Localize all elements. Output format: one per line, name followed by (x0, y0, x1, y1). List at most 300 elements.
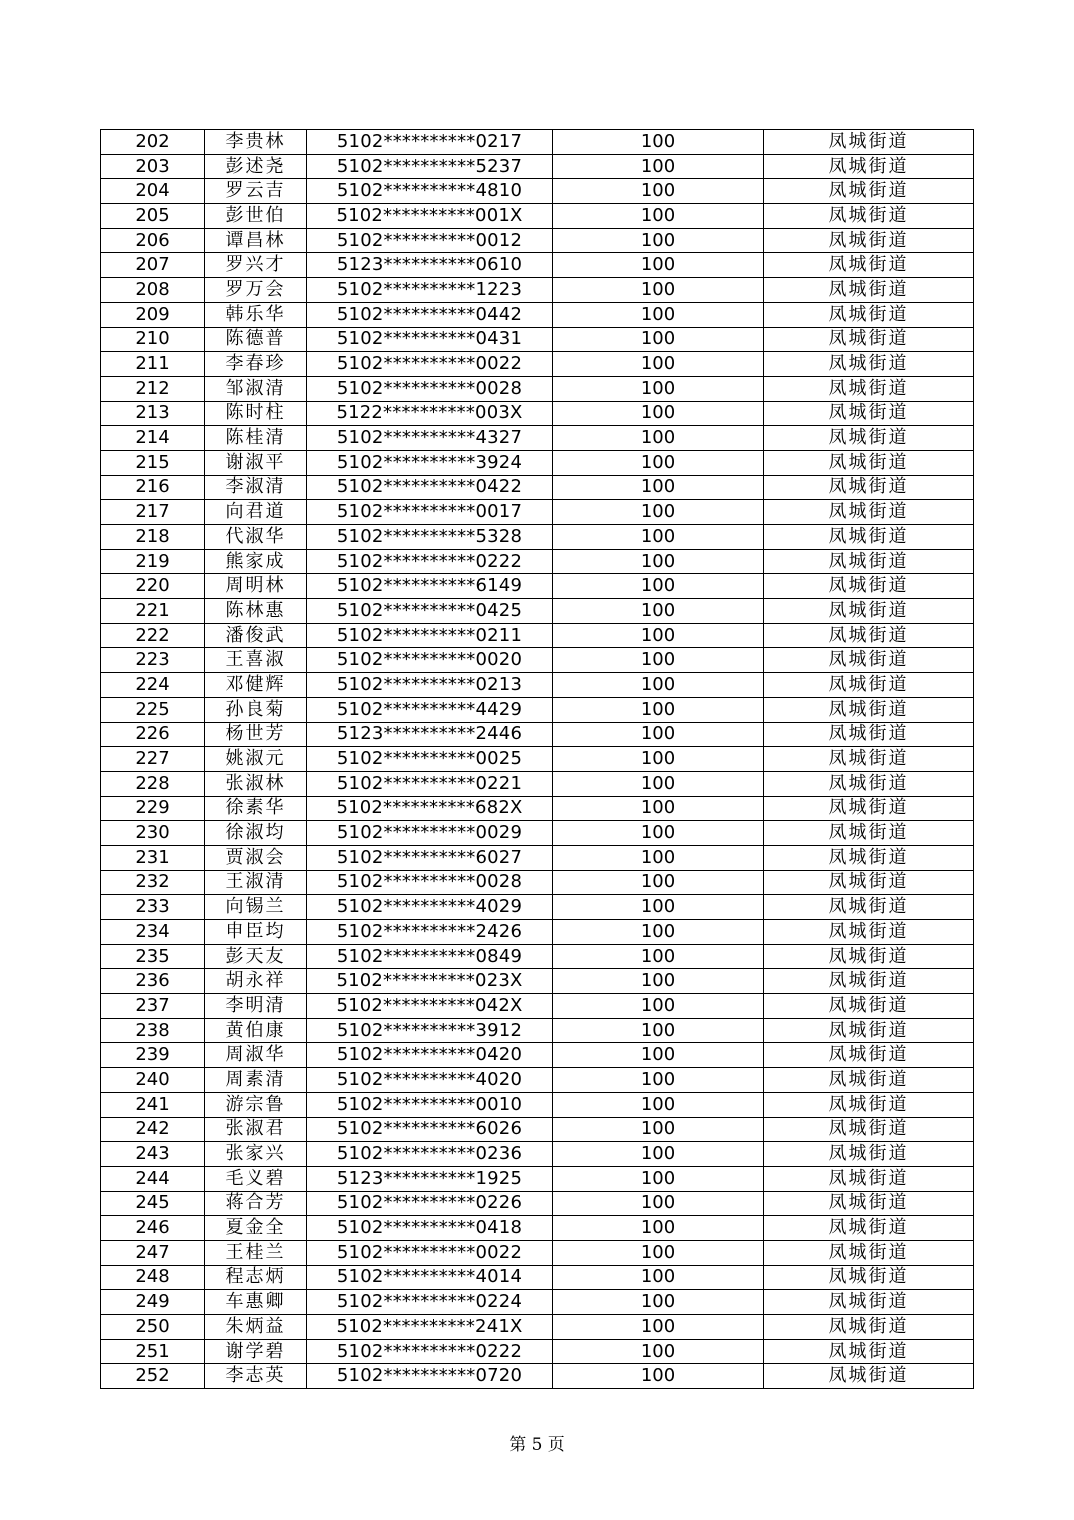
area-cell: 凤城街道 (764, 697, 974, 722)
table-row (101, 1142, 974, 1167)
row-number-cell: 232 (101, 870, 205, 895)
table-row (101, 327, 974, 352)
name-cell: 胡永祥 (205, 969, 307, 994)
amount-cell: 100 (553, 154, 764, 179)
id-number-cell: 5102**********4029 (307, 895, 553, 920)
row-number-cell: 245 (101, 1191, 205, 1216)
table-row (101, 920, 974, 945)
row-number-cell: 230 (101, 821, 205, 846)
amount-cell: 100 (553, 796, 764, 821)
id-number-cell: 5102**********042X (307, 994, 553, 1019)
table-row (101, 302, 974, 327)
amount-cell: 100 (553, 870, 764, 895)
name-cell: 蒋合芳 (205, 1191, 307, 1216)
row-number-cell: 203 (101, 154, 205, 179)
area-cell: 凤城街道 (764, 1092, 974, 1117)
id-number-cell: 5102**********0849 (307, 944, 553, 969)
area-cell: 凤城街道 (764, 376, 974, 401)
id-number-cell: 5102**********3924 (307, 450, 553, 475)
row-number-cell: 246 (101, 1216, 205, 1241)
amount-cell: 100 (553, 130, 764, 155)
table-row (101, 969, 974, 994)
amount-cell: 100 (553, 525, 764, 550)
id-number-cell: 5102**********1223 (307, 278, 553, 303)
area-cell: 凤城街道 (764, 130, 974, 155)
id-number-cell: 5102**********0029 (307, 821, 553, 846)
row-number-cell: 247 (101, 1240, 205, 1265)
area-cell: 凤城街道 (764, 994, 974, 1019)
row-number-cell: 237 (101, 994, 205, 1019)
area-cell: 凤城街道 (764, 1018, 974, 1043)
name-cell: 潘俊武 (205, 623, 307, 648)
amount-cell: 100 (553, 845, 764, 870)
amount-cell: 100 (553, 574, 764, 599)
name-cell: 代淑华 (205, 525, 307, 550)
id-number-cell: 5102**********4020 (307, 1068, 553, 1093)
table-row (101, 1117, 974, 1142)
row-number-cell: 223 (101, 648, 205, 673)
id-number-cell: 5102**********4429 (307, 697, 553, 722)
amount-cell: 100 (553, 253, 764, 278)
row-number-cell: 210 (101, 327, 205, 352)
name-cell: 杨世芳 (205, 722, 307, 747)
amount-cell: 100 (553, 376, 764, 401)
amount-cell: 100 (553, 969, 764, 994)
row-number-cell: 229 (101, 796, 205, 821)
amount-cell: 100 (553, 278, 764, 303)
table-row (101, 1216, 974, 1241)
name-cell: 张淑君 (205, 1117, 307, 1142)
area-cell: 凤城街道 (764, 969, 974, 994)
name-cell: 车惠卿 (205, 1290, 307, 1315)
id-number-cell: 5102**********0720 (307, 1364, 553, 1389)
table-row (101, 697, 974, 722)
table-row (101, 673, 974, 698)
row-number-cell: 243 (101, 1142, 205, 1167)
name-cell: 姚淑元 (205, 747, 307, 772)
id-number-cell: 5102**********023X (307, 969, 553, 994)
area-cell: 凤城街道 (764, 673, 974, 698)
area-cell: 凤城街道 (764, 1068, 974, 1093)
amount-cell: 100 (553, 771, 764, 796)
row-number-cell: 227 (101, 747, 205, 772)
amount-cell: 100 (553, 475, 764, 500)
amount-cell: 100 (553, 747, 764, 772)
id-number-cell: 5102**********0431 (307, 327, 553, 352)
name-cell: 向君道 (205, 500, 307, 525)
amount-cell: 100 (553, 1240, 764, 1265)
name-cell: 李明清 (205, 994, 307, 1019)
id-number-cell: 5123**********2446 (307, 722, 553, 747)
id-number-cell: 5102**********0236 (307, 1142, 553, 1167)
table-row (101, 1315, 974, 1340)
amount-cell: 100 (553, 648, 764, 673)
row-number-cell: 212 (101, 376, 205, 401)
id-number-cell: 5102**********0418 (307, 1216, 553, 1241)
name-cell: 李贵林 (205, 130, 307, 155)
roster-sheet (100, 129, 973, 1389)
table-row (101, 648, 974, 673)
row-number-cell: 231 (101, 845, 205, 870)
id-number-cell: 5102**********0224 (307, 1290, 553, 1315)
name-cell: 程志炳 (205, 1265, 307, 1290)
table-row (101, 1265, 974, 1290)
area-cell: 凤城街道 (764, 722, 974, 747)
name-cell: 谢淑平 (205, 450, 307, 475)
table-row (101, 253, 974, 278)
row-number-cell: 205 (101, 204, 205, 229)
row-number-cell: 213 (101, 401, 205, 426)
name-cell: 陈时柱 (205, 401, 307, 426)
amount-cell: 100 (553, 1117, 764, 1142)
table-row (101, 475, 974, 500)
name-cell: 贾淑会 (205, 845, 307, 870)
row-number-cell: 218 (101, 525, 205, 550)
name-cell: 周明林 (205, 574, 307, 599)
amount-cell: 100 (553, 599, 764, 624)
id-number-cell: 5102**********0222 (307, 1339, 553, 1364)
id-number-cell: 5123**********1925 (307, 1166, 553, 1191)
table-row (101, 870, 974, 895)
name-cell: 彭世伯 (205, 204, 307, 229)
id-number-cell: 5102**********6149 (307, 574, 553, 599)
id-number-cell: 5102**********4327 (307, 426, 553, 451)
area-cell: 凤城街道 (764, 821, 974, 846)
name-cell: 申臣均 (205, 920, 307, 945)
id-number-cell: 5102**********0213 (307, 673, 553, 698)
name-cell: 陈德普 (205, 327, 307, 352)
name-cell: 罗万会 (205, 278, 307, 303)
row-number-cell: 206 (101, 228, 205, 253)
id-number-cell: 5102**********0028 (307, 870, 553, 895)
id-number-cell: 5102**********5237 (307, 154, 553, 179)
name-cell: 陈桂清 (205, 426, 307, 451)
area-cell: 凤城街道 (764, 1364, 974, 1389)
table-row (101, 130, 974, 155)
amount-cell: 100 (553, 1166, 764, 1191)
name-cell: 王桂兰 (205, 1240, 307, 1265)
id-number-cell: 5102**********0221 (307, 771, 553, 796)
amount-cell: 100 (553, 944, 764, 969)
table-row (101, 1043, 974, 1068)
amount-cell: 100 (553, 1290, 764, 1315)
amount-cell: 100 (553, 895, 764, 920)
amount-cell: 100 (553, 1191, 764, 1216)
table-row (101, 1018, 974, 1043)
table-row (101, 401, 974, 426)
row-number-cell: 211 (101, 352, 205, 377)
amount-cell: 100 (553, 450, 764, 475)
area-cell: 凤城街道 (764, 426, 974, 451)
table-row (101, 228, 974, 253)
row-number-cell: 249 (101, 1290, 205, 1315)
table-row (101, 426, 974, 451)
name-cell: 邓健辉 (205, 673, 307, 698)
row-number-cell: 233 (101, 895, 205, 920)
table-row (101, 1290, 974, 1315)
area-cell: 凤城街道 (764, 895, 974, 920)
id-number-cell: 5102**********0028 (307, 376, 553, 401)
id-number-cell: 5102**********0420 (307, 1043, 553, 1068)
amount-cell: 100 (553, 204, 764, 229)
id-number-cell: 5102**********0025 (307, 747, 553, 772)
row-number-cell: 209 (101, 302, 205, 327)
table-row (101, 1339, 974, 1364)
area-cell: 凤城街道 (764, 500, 974, 525)
id-number-cell: 5102**********4810 (307, 179, 553, 204)
area-cell: 凤城街道 (764, 525, 974, 550)
table-row (101, 1240, 974, 1265)
area-cell: 凤城街道 (764, 154, 974, 179)
table-row (101, 525, 974, 550)
name-cell: 王淑清 (205, 870, 307, 895)
amount-cell: 100 (553, 179, 764, 204)
area-cell: 凤城街道 (764, 204, 974, 229)
row-number-cell: 215 (101, 450, 205, 475)
area-cell: 凤城街道 (764, 574, 974, 599)
table-row (101, 747, 974, 772)
row-number-cell: 226 (101, 722, 205, 747)
amount-cell: 100 (553, 1092, 764, 1117)
row-number-cell: 235 (101, 944, 205, 969)
area-cell: 凤城街道 (764, 352, 974, 377)
id-number-cell: 5102**********6026 (307, 1117, 553, 1142)
name-cell: 夏金全 (205, 1216, 307, 1241)
row-number-cell: 239 (101, 1043, 205, 1068)
id-number-cell: 5102**********4014 (307, 1265, 553, 1290)
id-number-cell: 5102**********0010 (307, 1092, 553, 1117)
id-number-cell: 5102**********0222 (307, 549, 553, 574)
row-number-cell: 214 (101, 426, 205, 451)
area-cell: 凤城街道 (764, 1043, 974, 1068)
table-row (101, 1364, 974, 1389)
name-cell: 游宗鲁 (205, 1092, 307, 1117)
name-cell: 罗云吉 (205, 179, 307, 204)
area-cell: 凤城街道 (764, 1265, 974, 1290)
table-row (101, 944, 974, 969)
table-row (101, 1068, 974, 1093)
name-cell: 张家兴 (205, 1142, 307, 1167)
area-cell: 凤城街道 (764, 747, 974, 772)
table-row (101, 845, 974, 870)
row-number-cell: 225 (101, 697, 205, 722)
id-number-cell: 5102**********0017 (307, 500, 553, 525)
area-cell: 凤城街道 (764, 1191, 974, 1216)
id-number-cell: 5102**********0226 (307, 1191, 553, 1216)
table-row (101, 352, 974, 377)
row-number-cell: 220 (101, 574, 205, 599)
name-cell: 李淑清 (205, 475, 307, 500)
row-number-cell: 217 (101, 500, 205, 525)
amount-cell: 100 (553, 1315, 764, 1340)
table-row (101, 1092, 974, 1117)
table-row (101, 599, 974, 624)
name-cell: 徐淑均 (205, 821, 307, 846)
row-number-cell: 208 (101, 278, 205, 303)
area-cell: 凤城街道 (764, 228, 974, 253)
id-number-cell: 5102**********0012 (307, 228, 553, 253)
amount-cell: 100 (553, 1018, 764, 1043)
area-cell: 凤城街道 (764, 1290, 974, 1315)
id-number-cell: 5102**********6027 (307, 845, 553, 870)
row-number-cell: 228 (101, 771, 205, 796)
table-row (101, 771, 974, 796)
amount-cell: 100 (553, 1216, 764, 1241)
table-row (101, 204, 974, 229)
id-number-cell: 5102**********0217 (307, 130, 553, 155)
table-row (101, 994, 974, 1019)
row-number-cell: 221 (101, 599, 205, 624)
table-row (101, 450, 974, 475)
area-cell: 凤城街道 (764, 648, 974, 673)
amount-cell: 100 (553, 697, 764, 722)
name-cell: 谢学碧 (205, 1339, 307, 1364)
name-cell: 罗兴才 (205, 253, 307, 278)
area-cell: 凤城街道 (764, 623, 974, 648)
row-number-cell: 251 (101, 1339, 205, 1364)
table-row (101, 1166, 974, 1191)
row-number-cell: 219 (101, 549, 205, 574)
table-row (101, 722, 974, 747)
name-cell: 李志英 (205, 1364, 307, 1389)
area-cell: 凤城街道 (764, 327, 974, 352)
name-cell: 孙良菊 (205, 697, 307, 722)
roster-table (100, 129, 974, 1389)
row-number-cell: 238 (101, 1018, 205, 1043)
amount-cell: 100 (553, 500, 764, 525)
amount-cell: 100 (553, 1364, 764, 1389)
name-cell: 熊家成 (205, 549, 307, 574)
id-number-cell: 5102**********3912 (307, 1018, 553, 1043)
row-number-cell: 207 (101, 253, 205, 278)
table-row (101, 821, 974, 846)
area-cell: 凤城街道 (764, 401, 974, 426)
name-cell: 韩乐华 (205, 302, 307, 327)
id-number-cell: 5102**********241X (307, 1315, 553, 1340)
id-number-cell: 5102**********2426 (307, 920, 553, 945)
name-cell: 黄伯康 (205, 1018, 307, 1043)
amount-cell: 100 (553, 327, 764, 352)
row-number-cell: 240 (101, 1068, 205, 1093)
area-cell: 凤城街道 (764, 920, 974, 945)
amount-cell: 100 (553, 920, 764, 945)
id-number-cell: 5102**********0211 (307, 623, 553, 648)
amount-cell: 100 (553, 228, 764, 253)
table-row (101, 623, 974, 648)
id-number-cell: 5122**********003X (307, 401, 553, 426)
amount-cell: 100 (553, 1043, 764, 1068)
name-cell: 彭述尧 (205, 154, 307, 179)
amount-cell: 100 (553, 549, 764, 574)
amount-cell: 100 (553, 401, 764, 426)
name-cell: 陈林惠 (205, 599, 307, 624)
name-cell: 周淑华 (205, 1043, 307, 1068)
area-cell: 凤城街道 (764, 796, 974, 821)
name-cell: 徐素华 (205, 796, 307, 821)
name-cell: 张淑林 (205, 771, 307, 796)
area-cell: 凤城街道 (764, 253, 974, 278)
id-number-cell: 5102**********0425 (307, 599, 553, 624)
name-cell: 毛义碧 (205, 1166, 307, 1191)
amount-cell: 100 (553, 352, 764, 377)
id-number-cell: 5102**********001X (307, 204, 553, 229)
table-row (101, 796, 974, 821)
name-cell: 李春珍 (205, 352, 307, 377)
amount-cell: 100 (553, 1068, 764, 1093)
area-cell: 凤城街道 (764, 870, 974, 895)
table-row (101, 154, 974, 179)
roster-table-body (101, 130, 974, 1389)
area-cell: 凤城街道 (764, 1117, 974, 1142)
area-cell: 凤城街道 (764, 1166, 974, 1191)
id-number-cell: 5102**********0422 (307, 475, 553, 500)
amount-cell: 100 (553, 1142, 764, 1167)
table-row (101, 1191, 974, 1216)
row-number-cell: 241 (101, 1092, 205, 1117)
table-row (101, 278, 974, 303)
table-row (101, 895, 974, 920)
area-cell: 凤城街道 (764, 179, 974, 204)
table-row (101, 179, 974, 204)
page-number: 第 5 页 (509, 1435, 565, 1455)
area-cell: 凤城街道 (764, 599, 974, 624)
area-cell: 凤城街道 (764, 549, 974, 574)
area-cell: 凤城街道 (764, 1339, 974, 1364)
area-cell: 凤城街道 (764, 845, 974, 870)
area-cell: 凤城街道 (764, 278, 974, 303)
row-number-cell: 252 (101, 1364, 205, 1389)
name-cell: 向锡兰 (205, 895, 307, 920)
row-number-cell: 202 (101, 130, 205, 155)
name-cell: 彭天友 (205, 944, 307, 969)
amount-cell: 100 (553, 821, 764, 846)
row-number-cell: 250 (101, 1315, 205, 1340)
area-cell: 凤城街道 (764, 1240, 974, 1265)
row-number-cell: 248 (101, 1265, 205, 1290)
id-number-cell: 5123**********0610 (307, 253, 553, 278)
amount-cell: 100 (553, 302, 764, 327)
area-cell: 凤城街道 (764, 1315, 974, 1340)
name-cell: 朱炳益 (205, 1315, 307, 1340)
area-cell: 凤城街道 (764, 771, 974, 796)
table-row (101, 549, 974, 574)
row-number-cell: 244 (101, 1166, 205, 1191)
id-number-cell: 5102**********5328 (307, 525, 553, 550)
amount-cell: 100 (553, 623, 764, 648)
area-cell: 凤城街道 (764, 1142, 974, 1167)
table-row (101, 376, 974, 401)
amount-cell: 100 (553, 673, 764, 698)
id-number-cell: 5102**********0022 (307, 1240, 553, 1265)
name-cell: 谭昌林 (205, 228, 307, 253)
area-cell: 凤城街道 (764, 450, 974, 475)
table-row (101, 574, 974, 599)
row-number-cell: 234 (101, 920, 205, 945)
amount-cell: 100 (553, 1265, 764, 1290)
area-cell: 凤城街道 (764, 302, 974, 327)
name-cell: 周素清 (205, 1068, 307, 1093)
id-number-cell: 5102**********0442 (307, 302, 553, 327)
row-number-cell: 242 (101, 1117, 205, 1142)
row-number-cell: 224 (101, 673, 205, 698)
table-row (101, 500, 974, 525)
id-number-cell: 5102**********0020 (307, 648, 553, 673)
row-number-cell: 222 (101, 623, 205, 648)
area-cell: 凤城街道 (764, 475, 974, 500)
name-cell: 邹淑清 (205, 376, 307, 401)
area-cell: 凤城街道 (764, 1216, 974, 1241)
amount-cell: 100 (553, 426, 764, 451)
